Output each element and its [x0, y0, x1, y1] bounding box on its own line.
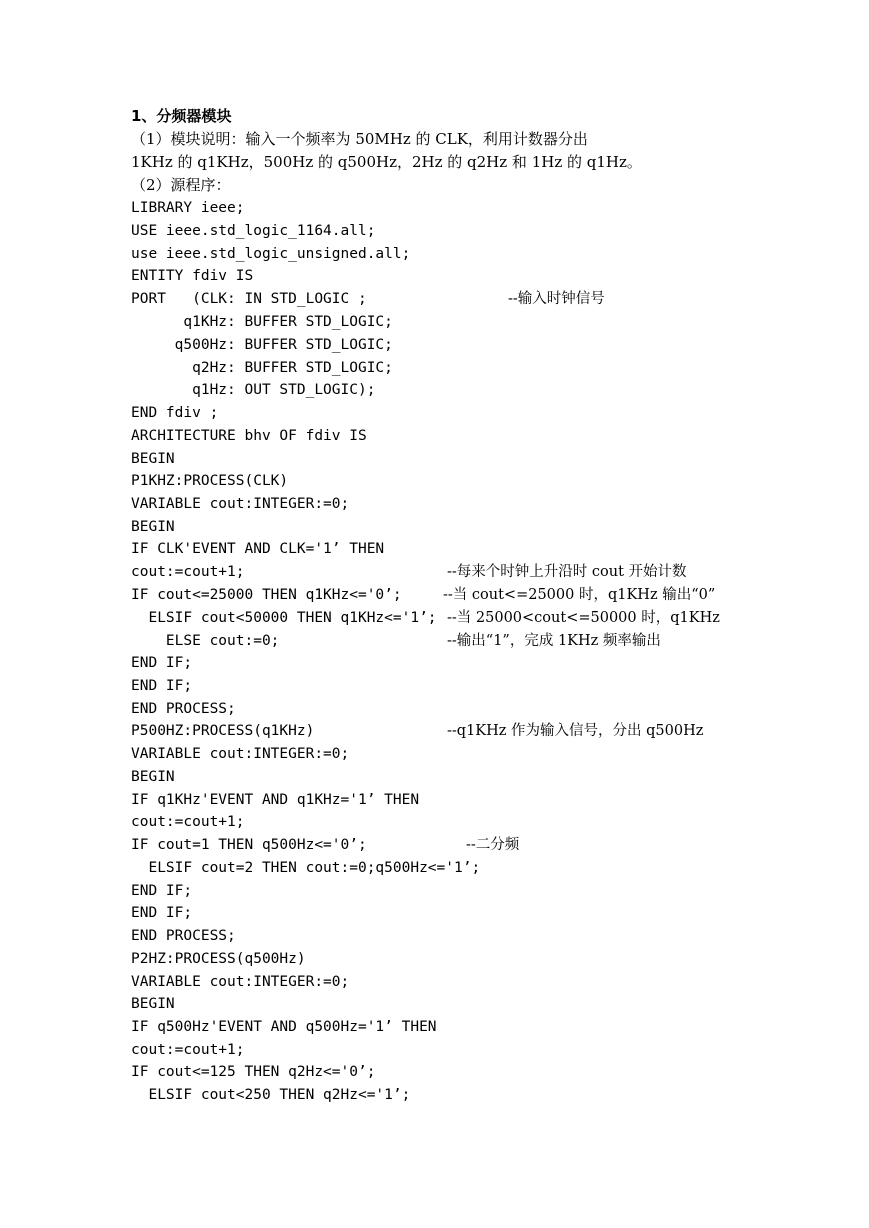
code-line: ELSE cout:=0;: [131, 633, 280, 649]
code-line: IF cout<=125 THEN q2Hz<='0’;: [131, 1064, 376, 1080]
intro-line: （2）源程序：: [131, 176, 231, 194]
code-line: P500HZ:PROCESS(q1KHz): [131, 723, 315, 739]
code-line: VARIABLE cout:INTEGER:=0;: [131, 496, 350, 512]
code-line: END IF;: [131, 905, 193, 921]
code-line: END IF;: [131, 678, 193, 694]
code-line: END IF;: [131, 655, 193, 671]
code-line: ARCHITECTURE bhv OF fdiv IS: [131, 428, 367, 444]
code-line: BEGIN: [131, 451, 175, 467]
code-line: IF cout=1 THEN q500Hz<='0’;: [131, 837, 367, 853]
code-line: IF cout<=25000 THEN q1KHz<='0’;: [131, 587, 402, 603]
code-comment: --当 25000<cout<=50000 时，q1KHz: [447, 610, 720, 626]
code-comment: --当 cout<=25000 时，q1KHz 输出“0”: [443, 587, 716, 603]
code-comment: --输出“1”，完成 1KHz 频率输出: [447, 633, 661, 649]
intro-line: （1）模块说明：输入一个频率为 50MHz 的 CLK，利用计数器分出: [131, 130, 588, 148]
code-line: ELSIF cout<250 THEN q2Hz<='1’;: [131, 1087, 411, 1103]
code-line: cout:=cout+1;: [131, 814, 245, 830]
code-line: LIBRARY ieee;: [131, 200, 245, 216]
code-line: END IF;: [131, 883, 193, 899]
code-line: q1Hz: OUT STD_LOGIC);: [131, 382, 376, 398]
code-line: PORT (CLK: IN STD_LOGIC ;: [131, 291, 367, 307]
code-line: VARIABLE cout:INTEGER:=0;: [131, 746, 350, 762]
code-line: ENTITY fdiv IS: [131, 268, 254, 284]
code-line: BEGIN: [131, 769, 175, 785]
code-line: END PROCESS;: [131, 701, 236, 717]
code-line: VARIABLE cout:INTEGER:=0;: [131, 974, 350, 990]
code-line: cout:=cout+1;: [131, 1042, 245, 1058]
code-line: BEGIN: [131, 519, 175, 535]
code-line: USE ieee.std_logic_1164.all;: [131, 223, 376, 239]
code-line: END fdiv ;: [131, 405, 219, 421]
code-line: P2HZ:PROCESS(q500Hz): [131, 951, 306, 967]
code-line: q2Hz: BUFFER STD_LOGIC;: [131, 360, 393, 376]
code-line: q500Hz: BUFFER STD_LOGIC;: [131, 337, 393, 353]
section-heading: 1、分频器模块: [131, 107, 232, 125]
code-line: P1KHZ:PROCESS(CLK): [131, 473, 289, 489]
code-line: use ieee.std_logic_unsigned.all;: [131, 246, 411, 262]
code-line: IF q1KHz'EVENT AND q1KHz='1’ THEN: [131, 792, 420, 808]
code-line: IF CLK'EVENT AND CLK='1’ THEN: [131, 541, 385, 557]
code-comment: --二分频: [466, 837, 520, 853]
code-line: cout:=cout+1;: [131, 564, 245, 580]
code-line: ELSIF cout=2 THEN cout:=0;q500Hz<='1’;: [131, 860, 481, 876]
code-comment: --q1KHz 作为输入信号，分出 q500Hz: [447, 723, 704, 739]
intro-line: 1KHz 的 q1KHz，500Hz 的 q500Hz，2Hz 的 q2Hz 和 1Hz 的 q1Hz。: [131, 153, 642, 171]
code-line: IF q500Hz'EVENT AND q500Hz='1’ THEN: [131, 1019, 437, 1035]
code-line: BEGIN: [131, 996, 175, 1012]
code-line: END PROCESS;: [131, 928, 236, 944]
code-comment: --输入时钟信号: [508, 291, 605, 307]
code-line: ELSIF cout<50000 THEN q1KHz<='1’;: [131, 610, 437, 626]
code-line: q1KHz: BUFFER STD_LOGIC;: [131, 314, 393, 330]
code-comment: --每来个时钟上升沿时 cout 开始计数: [447, 564, 687, 580]
